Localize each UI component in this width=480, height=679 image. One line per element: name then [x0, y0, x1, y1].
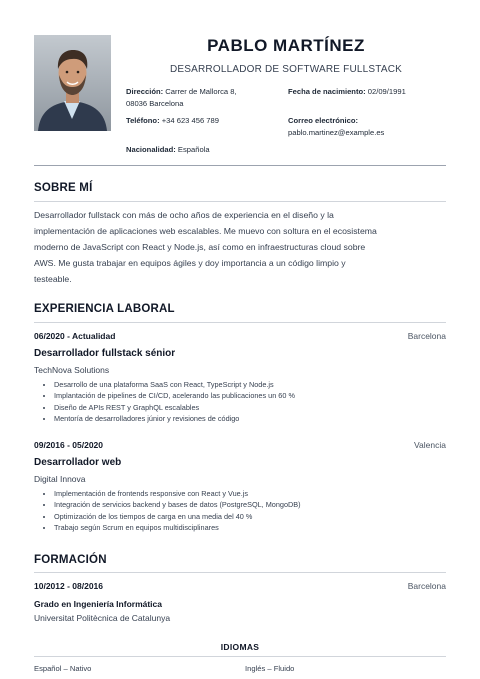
phone-value: +34 623 456 789: [161, 116, 219, 125]
email-block: [288, 115, 384, 139]
job-city: Valencia: [414, 440, 446, 450]
job-bullet: • Mentoría de desarrolladores júnior y revisiones de código: [54, 413, 295, 424]
education-city: Barcelona: [407, 581, 446, 591]
nationality-label: Nacionalidad:: [126, 145, 176, 154]
header-divider: [34, 165, 446, 166]
about-divider: [34, 201, 446, 202]
job-bullet: • Trabajo según Scrum en equipos multidisciplinares: [54, 522, 301, 533]
job-bullet-list: [40, 488, 301, 533]
language-item: Español – Nativo: [34, 664, 92, 673]
education-dates: 10/2012 - 08/2016: [34, 581, 104, 591]
address-label: Dirección:: [126, 87, 164, 96]
education-heading: FORMACIÓN: [34, 554, 107, 566]
about-heading: SOBRE MÍ: [34, 182, 93, 194]
experience-divider: [34, 322, 446, 323]
job-bullet-list: [40, 379, 295, 424]
address-line1: Carrer de Mallorca 8,: [165, 87, 237, 96]
job-company: TechNova Solutions: [34, 365, 110, 375]
job-bullet: • Integración de servicios backend y bases de datos (PostgreSQL, MongoDB): [54, 499, 301, 510]
birth-value: 02/09/1991: [367, 87, 406, 96]
job-position: Desarrollador web: [34, 457, 122, 468]
job-dates: 09/2016 - 05/2020: [34, 440, 104, 450]
email-value: pablo.martinez@example.es: [288, 128, 385, 137]
education-degree: Grado en Ingeniería Informática: [34, 599, 163, 609]
profile-photo: [34, 35, 111, 131]
about-line: testeable.: [34, 274, 72, 284]
language-item: Inglés – Fluido: [245, 664, 295, 673]
job-city: Barcelona: [407, 331, 446, 341]
job-bullet: • Optimización de los tiempos de carga en una media del 40 %: [54, 511, 301, 522]
birth-block: [288, 86, 406, 98]
email-label: Correo electrónico:: [288, 116, 359, 125]
nationality-block: [126, 144, 210, 156]
job-bullet: • Diseño de APIs REST y GraphQL escalables: [54, 402, 295, 413]
job-bullet: • Implantación de pipelines de CI/CD, acelerando las publicaciones un 60 %: [54, 390, 295, 401]
experience-heading: EXPERIENCIA LABORAL: [34, 303, 175, 315]
job-company: Digital Innova: [34, 474, 86, 484]
about-line: implementación de aplicaciones web escalables. Me muevo con soltura en el ecosistema: [34, 226, 377, 236]
candidate-role: DESARROLLADOR DE SOFTWARE FULLSTACK: [169, 64, 403, 75]
about-line: Desarrollador fullstack con más de ocho años de experiencia en el diseño y la: [34, 210, 334, 220]
job-dates: 06/2020 - Actualidad: [34, 331, 116, 341]
address-line2: 08036 Barcelona: [126, 99, 184, 108]
about-line: AWS. Me gusta trabajar en equipos ágiles y doy importancia a un código limpio y: [34, 258, 346, 268]
job-bullet: • Desarrollo de una plataforma SaaS con React, TypeScript y Node.js: [54, 379, 295, 390]
address-block: [126, 86, 276, 110]
languages-heading: IDIOMAS: [220, 642, 260, 652]
candidate-name: PABLO MARTÍNEZ: [207, 36, 365, 55]
birth-label: Fecha de nacimiento:: [288, 87, 366, 96]
job-position: Desarrollador fullstack sénior: [34, 348, 176, 359]
job-bullet: • Implementación de frontends responsive con React y Vue.js: [54, 488, 301, 499]
nationality-value: Española: [177, 145, 210, 154]
phone-block: [126, 115, 219, 127]
about-line: moderno de JavaScript con React y Node.js, así como en infraestructuras cloud sobre: [34, 242, 366, 252]
education-school: Universitat Politècnica de Catalunya: [34, 613, 171, 623]
about-paragraph: [34, 207, 446, 287]
languages-divider: [34, 656, 446, 657]
phone-label: Teléfono:: [126, 116, 160, 125]
person-photo-icon: [34, 35, 111, 131]
education-divider: [34, 572, 446, 573]
